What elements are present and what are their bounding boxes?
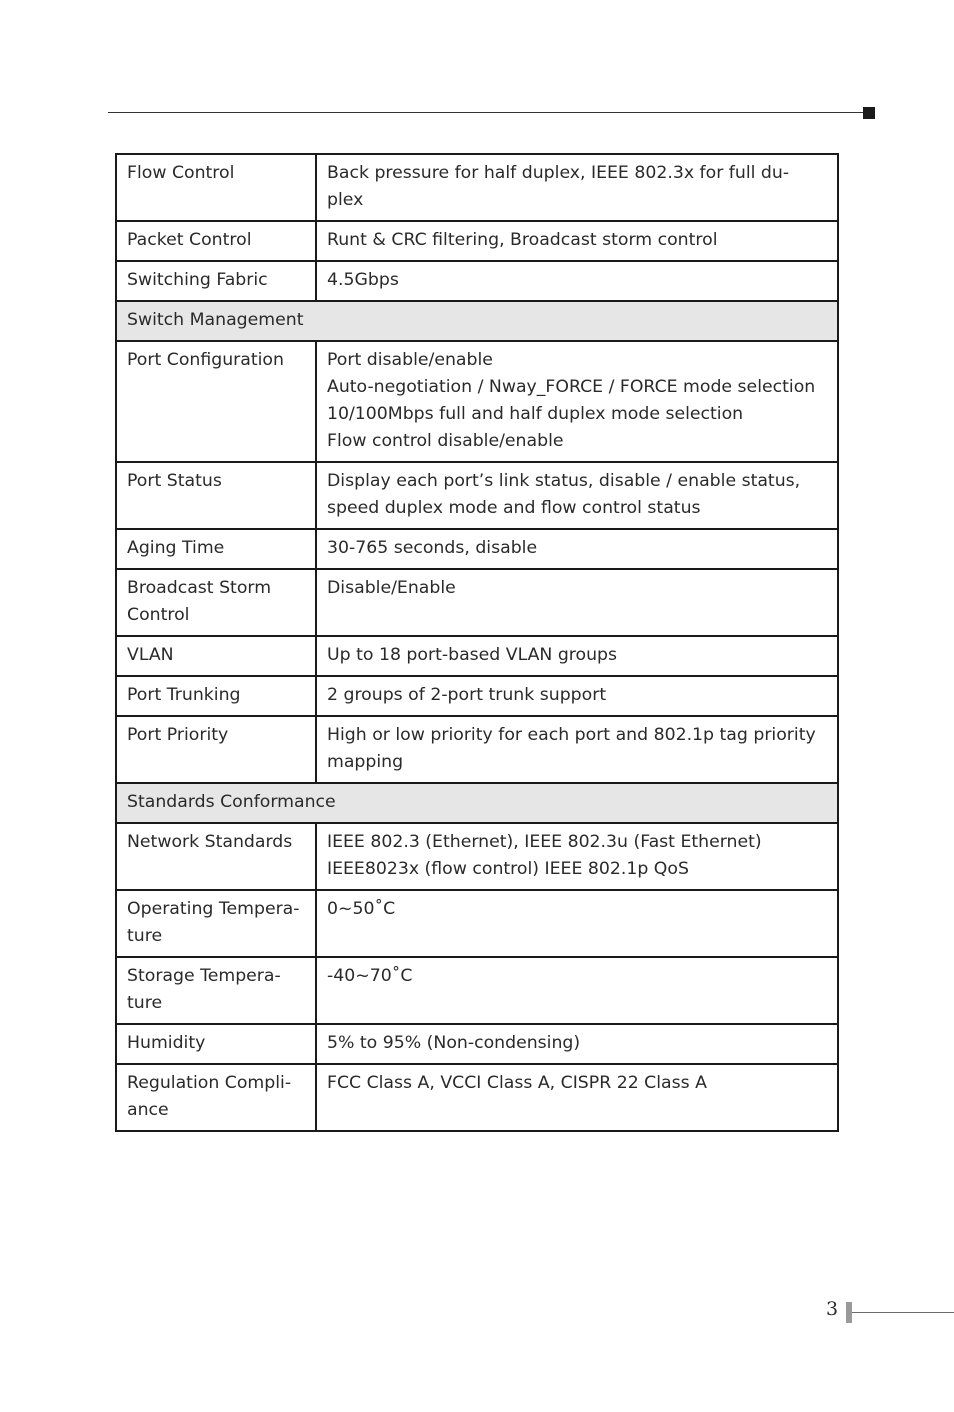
- spec-label: Flow Control: [116, 154, 316, 221]
- spec-value: 5% to 95% (Non-condensing): [316, 1024, 838, 1064]
- spec-label: Aging Time: [116, 529, 316, 569]
- spec-value: 0~50˚C: [316, 890, 838, 957]
- spec-value: FCC Class A, VCCI Class A, CISPR 22 Class A: [316, 1064, 838, 1131]
- header-rule: [108, 112, 864, 113]
- spec-value: -40~70˚C: [316, 957, 838, 1024]
- spec-value: 4.5Gbps: [316, 261, 838, 301]
- spec-value: Up to 18 port-based VLAN groups: [316, 636, 838, 676]
- spec-row: [116, 957, 838, 1024]
- spec-label: Port Priority: [116, 716, 316, 783]
- spec-value: Runt & CRC filtering, Broadcast storm control: [316, 221, 838, 261]
- spec-label: Port Trunking: [116, 676, 316, 716]
- footer-rule: [852, 1312, 954, 1313]
- spec-label: Packet Control: [116, 221, 316, 261]
- spec-label: Humidity: [116, 1024, 316, 1064]
- spec-row: [116, 1064, 838, 1131]
- spec-row: [116, 261, 838, 301]
- spec-row: [116, 823, 838, 890]
- section-header-row: [116, 301, 838, 341]
- spec-row: [116, 154, 838, 221]
- spec-value: High or low priority for each port and 802.1p tag priority mapping: [316, 716, 838, 783]
- spec-value: 2 groups of 2-port trunk support: [316, 676, 838, 716]
- section-header-row: [116, 783, 838, 823]
- spec-value: Port disable/enable Auto-negotiation / Nway_FORCE / FORCE mode selection 10/100Mbps full and half duplex mode selection Flow control disable/enable: [316, 341, 838, 462]
- spec-row: [116, 529, 838, 569]
- page-number: 3: [826, 1298, 839, 1320]
- spec-label: Port Configuration: [116, 341, 316, 462]
- specification-table: [115, 153, 839, 1132]
- spec-value: IEEE 802.3 (Ethernet), IEEE 802.3u (Fast Ethernet) IEEE8023x (flow control) IEEE 802.1p QoS: [316, 823, 838, 890]
- spec-row: [116, 221, 838, 261]
- spec-value: 30-765 seconds, disable: [316, 529, 838, 569]
- specification-table-body: [116, 154, 838, 1131]
- spec-value: Disable/Enable: [316, 569, 838, 636]
- spec-label: Broadcast Storm Control: [116, 569, 316, 636]
- section-title: Standards Conformance: [116, 783, 838, 823]
- spec-row: [116, 676, 838, 716]
- spec-value: Display each port’s link status, disable / enable status, speed duplex mode and flow control status: [316, 462, 838, 529]
- spec-label: Operating Tempera- ture: [116, 890, 316, 957]
- spec-row: [116, 569, 838, 636]
- spec-row: [116, 462, 838, 529]
- header-square-marker: [863, 107, 875, 119]
- spec-label: Network Standards: [116, 823, 316, 890]
- spec-label: Storage Tempera- ture: [116, 957, 316, 1024]
- spec-row: [116, 1024, 838, 1064]
- section-title: Switch Management: [116, 301, 838, 341]
- spec-label: VLAN: [116, 636, 316, 676]
- spec-label: Port Status: [116, 462, 316, 529]
- spec-row: [116, 890, 838, 957]
- spec-row: [116, 636, 838, 676]
- spec-label: Regulation Compli- ance: [116, 1064, 316, 1131]
- spec-label: Switching Fabric: [116, 261, 316, 301]
- spec-value: Back pressure for half duplex, IEEE 802.3x for full du- plex: [316, 154, 838, 221]
- spec-row: [116, 341, 838, 462]
- spec-row: [116, 716, 838, 783]
